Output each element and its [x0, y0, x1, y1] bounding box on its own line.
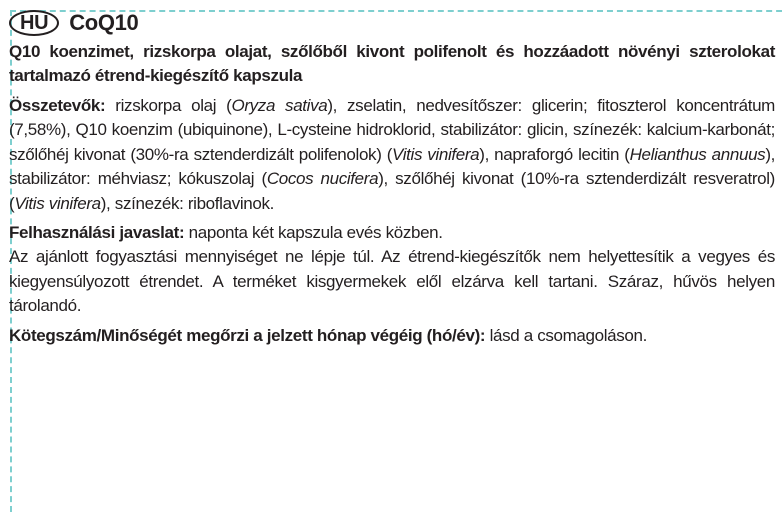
text: ), napraforgó lecitin (: [479, 144, 630, 164]
label-text: [9, 8, 775, 353]
batch-info: [9, 324, 775, 348]
usage-text: naponta két kapszula evés közben.: [184, 223, 443, 243]
ingredients: [9, 94, 775, 216]
batch-text: lásd a csomagoláson.: [485, 325, 648, 345]
latin-name: Cocos nucifera: [266, 169, 379, 189]
product-title: CoQ10: [69, 9, 139, 35]
latin-name: Vitis vinifera: [392, 144, 480, 164]
usage: [9, 221, 775, 245]
text: ), színezék: riboflavinok.: [100, 193, 275, 213]
batch-label: Kötegszám/Minőségét megőrzi a jelzett hónap végéig (hó/év):: [9, 325, 486, 345]
usage-label: Felhasználási javaslat:: [9, 223, 185, 243]
title-row: [9, 8, 775, 38]
latin-name: Oryza sativa: [231, 96, 328, 115]
text: ), zselatin, nedvesítőszer: glicerin; fitoszterol koncentrátum (7,58%), Q10 koenzim (ubiquinone), L-cysteine hidroklorid, stabilizátor: glicin, színezék: kalcium-karbonát; szőlőhéj kivonat (30%-ra sztenderdizált polifenolok) (: [9, 96, 775, 164]
latin-name: Helianthus annuus: [629, 144, 766, 164]
warning: Az ajánlott fogyasztási mennyiséget ne lépje túl. Az étrend-kiegészítők nem helyettesítik a vegyes és kiegyensúlyozott étrendet. A terméket kisgyermekek elől elzárva kell tartani. Száraz, hűvös helyen tárolandó.: [9, 247, 775, 316]
text: ), stabilizátor: méhviasz; kókuszolaj (: [9, 144, 776, 189]
product-description: Q10 koenzimet, rizskorpa olajat, szőlőből kivont polifenolt és hozzáadott növényi szterolokat tartalmazó étrend-kiegészítő kapszula: [9, 42, 775, 85]
latin-name: Vitis vinifera: [14, 193, 101, 213]
text: rizskorpa olaj (: [105, 96, 232, 115]
ingredients-label: Összetevők:: [9, 96, 106, 115]
language-badge: HU: [9, 10, 59, 36]
text: ), szőlőhéj kivonat (10%-ra sztenderdizált resveratrol) (: [9, 169, 775, 213]
